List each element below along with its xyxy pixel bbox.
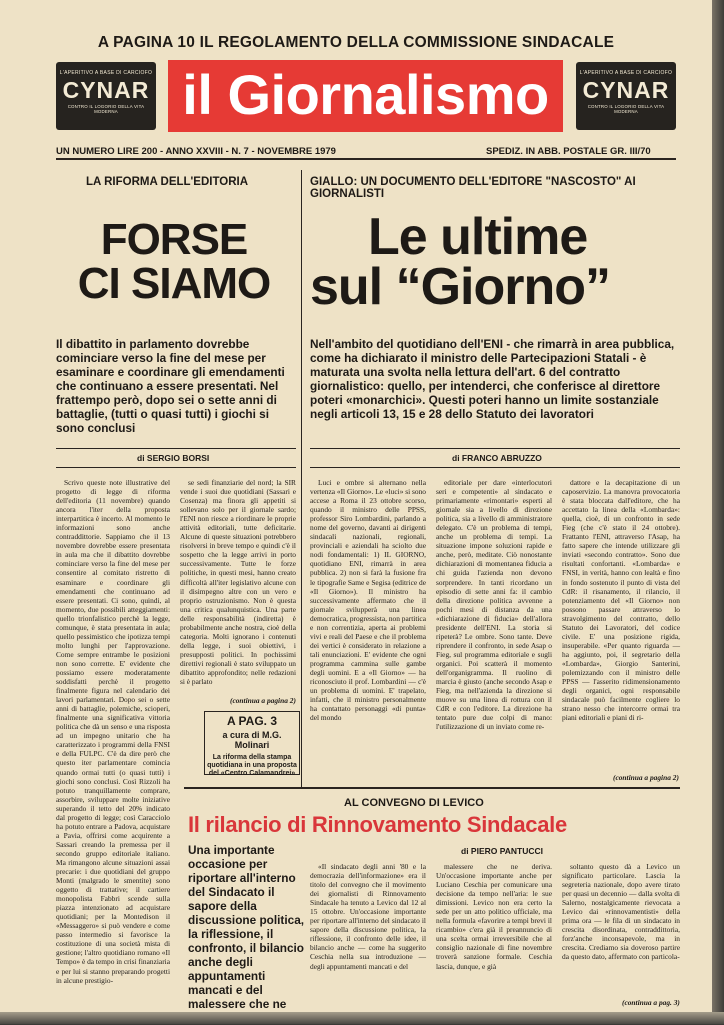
cynar-ad-right [576, 62, 676, 130]
left-headline-line-1: FORSE [100, 215, 248, 264]
right-article-body-col3 [562, 478, 680, 772]
cynar-ad-right-small: L'APERITIVO A BASE DI CARCIOFO [579, 70, 673, 76]
bottom-article-byline: di PIERO PANTUCCI [461, 846, 544, 856]
masthead-rule [56, 158, 676, 160]
top-banner: A PAGINA 10 IL REGOLAMENTO DELLA COMMISSIONE SINDACALE [97, 34, 615, 51]
apag3-box [204, 711, 300, 775]
column-divider [301, 170, 302, 787]
bottom-article-standfirst: Una importante occasione per riportare all'interno del Sindacato il sapore della discussione politica, la riflessione, il confronto, il bilancio anche degli appuntamenti mancati e del malessere che ne [188, 843, 305, 1011]
right-article-continua: (continua a pagina 2) [613, 773, 679, 782]
apag3-desc: La riforma della stampa quotidiana in una proposta del «Centro Calamandrei» [207, 754, 297, 777]
bottom-article-continua: (continua a pag. 3) [622, 998, 680, 1007]
right-article-kicker: GIALLO: UN DOCUMENTO DELL'EDITORE "NASCOSTO" AI GIORNALISTI [310, 176, 636, 200]
right-byline-rule-bottom [310, 467, 680, 468]
bottom-article-col1-text: «Il sindacato degli anni '80 e la democrazia dell'informazione» era il titolo del convegno che il movimento dei giornalisti di Rinnovamento Sindacale ha tenuto a Levico dal 12 al 15 ottobre. Un'occasione importante per riportare all'interno del sindacato il sapore della discussione politica, la riflessione, il confronto delle idee, il bilancio anche — come ha suggerito Ceschia nella sua introduzione — degli appuntamenti mancati e del [310, 862, 426, 971]
left-byline-rule-top [56, 448, 296, 449]
right-headline-line-1: Le ultime [368, 208, 588, 266]
cynar-ad-right-tag: CONTRO IL LOGORIO DELLA VITA MODERNA [587, 104, 665, 114]
right-article-standfirst: Nell'ambito del quotidiano dell'ENI - che rimarrà in area pubblica, come ha dichiarato il ministro delle Partecipazioni Statali - è maturata una svolta nella lettura dell'art. 6 del contratto giornalistico: quello, per intenderci, che conferisce al direttore poteri «monarchici». Questi poteri hanno un limite sostanziale negli articoli 13, 15 e 28 dello Statuto dei lavoratori [310, 337, 675, 421]
right-article-byline: di FRANCO ABRUZZO [452, 453, 542, 463]
bottom-article-col2-text: malessere che ne deriva. Un'occasione importante anche per Luciano Ceschia per comunicare una decisione da tempo nell'aria: le sue dimissioni. Levico non era certo la sede per un atto politico ufficiale, ma nella formula «favorire a tempi brevi il ricambio» c'era già il preannuncio di una scelta ormai irreversibile che al consiglio nazionale di fine novembre troverà sanzione formale. Ceschia lascia, dunque, e già [436, 862, 552, 971]
left-article-byline: di SERGIO BORSI [137, 453, 210, 463]
left-article-body-col1 [56, 478, 170, 1018]
right-article-body-col2 [436, 478, 552, 784]
cynar-ad-left [56, 62, 156, 130]
page-edge-bottom [0, 1012, 724, 1024]
right-article-col2-text: editoriale per dare «interlocutori seri e competenti» al sindacato e primariamente «rimontari» esperti al giornale sia a livello di direzione politica, sia a livello di amministratore delegato. C'è un problema di tempi, anche un problema di tempi. La situazione impone soluzioni rapide e anche, però, meditate. Ciò nonostante dichiarazioni di momentanea fiducia a chi guida l'azienda non devono sorprendere. In tanti ricordano un episodio di sette anni fa: il cambio della direzione politica avvenne a pochi mesi di distanza da una «dichiarazione di fiducia» dell'allora presidente dell'ENI. La storia si ripeterà? Le ombre. Sono tante. Deve riprendere il confronto, in sede Asap o Fieg, sul programma editoriale e sugli organici. Poi scatterà il momento dell'organigramma. Il ruolino di marcia è giusto (anche secondo Asap e Fieg, ma nell'azienda la direzione si muove su una linea di rottura con il CdR e con l'editore. La direzione ha tentato pure due colpi di mano: l'utilizzazione di un inviato come re- [436, 478, 552, 732]
right-headline-line-2: sul “Giorno” [310, 258, 610, 316]
left-article-standfirst: Il dibattito in parlamento dovrebbe cominciare verso la fine del mese per esaminare e coordinare gli emendamenti che continuano a essere presentati. Nel frattempo però, dopo sei o sette anni di battaglie, (tutti o quasi tutti) i giochi si sono conclusi [56, 337, 285, 435]
apag3-title: A PAG. 3 [226, 714, 277, 728]
cynar-ad-right-brand: CYNAR [582, 77, 670, 103]
left-byline-rule-bottom [56, 467, 296, 468]
left-article-kicker: LA RIFORMA DELL'EDITORIA [86, 176, 249, 188]
bottom-article-kicker: AL CONVEGNO DI LEVICO [344, 797, 484, 809]
left-article-body-col2 [180, 478, 296, 694]
left-article-col2-text: se sedi finanziarie del nord; la SIR vende i suoi due quotidiani (Sassari e Cosenza) ma finora gli appetiti si sollevano solo per il giornale sardo; l'ENI non riesce a riordinare le proprie attività editoriali, tutte deficitarie. Alcune di queste situazioni potrebbero risolversi in breve tempo e quindi c'è il sospetto che la legge arrivi in porto successivamente. Tutte le forze politiche, in questi mesi, hanno creato difficoltà all'iter legislativo alcune con il disimpegno altre con un vero e proprio ostruzionismo. Non è questa una critica qualunquistica. Una parte delle responsabilità (indiretta) è probabilmente anche nostra, cioè della categoria. Molti ignorano i contenuti della legge, i suoi obiettivi, i presupposti politici. In pochissimi direttivi regionali è stato sviluppato un dibattito approfondito; nelle redazioni si è parlato [180, 478, 296, 687]
bottom-article-body-col2 [436, 862, 552, 1010]
left-headline-line-2: CI SIAMO [77, 259, 271, 308]
page-edge-right [712, 0, 724, 1024]
cynar-ad-left-tag: CONTRO IL LOGORIO DELLA VITA MODERNA [67, 104, 145, 114]
right-article-headline [310, 208, 680, 316]
convegno-rule [184, 787, 680, 789]
bottom-article-col3-text: soltanto questo dà a Levico un significato particolare. Lascia la segreteria nazionale, dopo avere tirato per quasi un decennio — dalla svolta di Salerno, nostalgicamente rievocata a Levico dai «rinnovamentisti» della prima ora — le fila di un sindacato in crescita disordinata, contraddittoria, forz'anche inconsapevole, ma in crescita. Crediamo sia doveroso partire da questo dato, affermato con particola- [562, 862, 680, 962]
bottom-article-headline: Il rilancio di Rinnovamento Sindacale [188, 812, 567, 837]
cynar-ad-left-brand: CYNAR [62, 77, 150, 103]
issue-info: UN NUMERO LIRE 200 - ANNO XXVIII - N. 7 - NOVEMBRE 1979 [56, 146, 336, 157]
postal-info: SPEDIZ. IN ABB. POSTALE GR. III/70 [486, 146, 651, 157]
left-article-headline [52, 215, 296, 308]
right-article-col1-text: Luci e ombre si alternano nella vertenza «Il Giorno». Le «luci» si sono accese a Roma il 23 ottobre scorso, quando il ministro delle PPSS, professor Siro Lombardini, parlando a nome del governo, davanti ai dirigenti sindacali nazionali, regionali, provinciali e aziendali ha sciolto due nodi fondamentali: 1) IL GIORNO, quotidiano ENI, rimarrà in area pubblica. 2) non si farà la fusione fra le tipografie Same e Segisa (editrice de «Il Giorno»). Il ministro ha successivamente affermato che il giornale svilupperà una linea democratica, progressista, non partitica e non correntizia, aperta ai problemi vivi e reali del Paese e che il problema dei vertici è considerato in relazione a tali enunciazioni. E' evidente che ogni programma cammina sulle gambe degli uomini. E a «Il Giorno» — ha riconosciuto il prof. Lombardini — c'è un problema di uomini. E' trapelato, infatti, che il ministro personalmente ha contattato personaggi «di punta» del mondo [310, 478, 426, 723]
right-article-body-col1 [310, 478, 426, 784]
masthead-logo: il Giornalismo [168, 60, 563, 132]
left-article-continua: (continua a pagina 2) [230, 696, 296, 705]
bottom-article-body-col1 [310, 862, 426, 1010]
right-byline-rule-top [310, 448, 680, 449]
left-article-col1-text: Scrivo queste note illustrative del progetto di legge di riforma dell'editoria (11 novembre) quando ancora l'iter della proposta interpartitica è incerto. Al momento le informazioni sono anche contraddittorie. Sappiamo che il 13 novembre dovrebbe essere presentata in aula ma che il dibattito dovrebbe cominciare verso la fine del mese per consentire al comitato ristretto di esaminare e coordinare gli emendamenti che continuano ad essere presentati. Ci sono, quindi, al momento, due possibili atteggiamenti: quello trionfalistico perchè la legge, comunque, è stata presentata in aula; quello pessimistico che ipotizza tempi molto lunghi per l'approvazione. Come sempre entrambe le posizioni non sono corrette. E' evidente che possiamo essere moderatamente soddisfatti perchè il progetto finalmente figura nel calendario dei lavori parlamentari. Dopo sei o sette anni di battaglie, polemiche, scioperi, finalmente una significativa vittoria politica che dà un senso e una risposta ad un impegno unitario che ha caratterizzato i programmi della FNSI e della FULPC. C'è da dire però che questo iter parlamentare comincia quando ormai tutti (o quasi tutti) i giochi sono conclusi. Così Rizzoli ha potuto tranquillamente comprare, assorbire, sviluppare molte iniziative superando il tetto del 20% indicato dal progetto di legge; così Caracciolo ha potuto entrare a Padova, acquistare a Pavia, offrirsi come acquirente a Sassari creando la premessa per il secondo gruppo editoriale italiano. Ma rimangono alcune situazioni assai precarie: i due quotidiani del gruppo Monti (malgrado le smentite) sono oggetto di trattative; il cartiere monopolista Fabbri scende sulla piazza intenzionato ad acquistare quotidiani; per la Montedison il «Messaggero» si può vendere e come passo intermedio si favorisce la costituzione di una società mista di gestione; l'altro quotidiano romano «Il Tempo» è da tempo in crisi finanziaria e per lui si stanno preparando progetti in alcune prestigio- [56, 478, 170, 985]
apag3-author: a cura di M.G. Molinari [222, 730, 282, 750]
right-article-col3-text: dattore e la decapitazione di un caposervizio. La manovra provocatoria è stata bloccata dall'editore, che ha accettato la linea della «Lombarda»: quella, cioè, di un confronto in sede Fieg (che c'è stato il 24 ottobre). Frattanto l'ENI, attraverso l'Asap, ha fatto sapere che intende utilizzare gli inviati «secondo contratto». Sono due risultati confortanti. «Lombarda» e FNSI, in verità, hanno con lealtà e fino in fondo sostenuto il punto di vista del CdR: il risanamento, il rilancio, il potenziamento del «Il Giorno» non possono passare attraverso lo stravolgimento del contratto, dello Statuto dei Lavoratori, del codice civile. E' una posizione rigida, insuperabile. «Per quanto riguarda — ha aggiunto, poi, il segretario della «Lombarda», Giorgio Santerini, polemizzando con il ministro delle PPSS — l'asserito ridimensionamento degli organici, ogni responsabile sindacale può facilmente cogliere lo strano nesso che intercorre ormai tra piani editoriali e piani di ri- [562, 478, 680, 723]
cynar-ad-left-small: L'APERITIVO A BASE DI CARCIOFO [59, 70, 153, 76]
bottom-article-body-col3 [562, 862, 680, 997]
